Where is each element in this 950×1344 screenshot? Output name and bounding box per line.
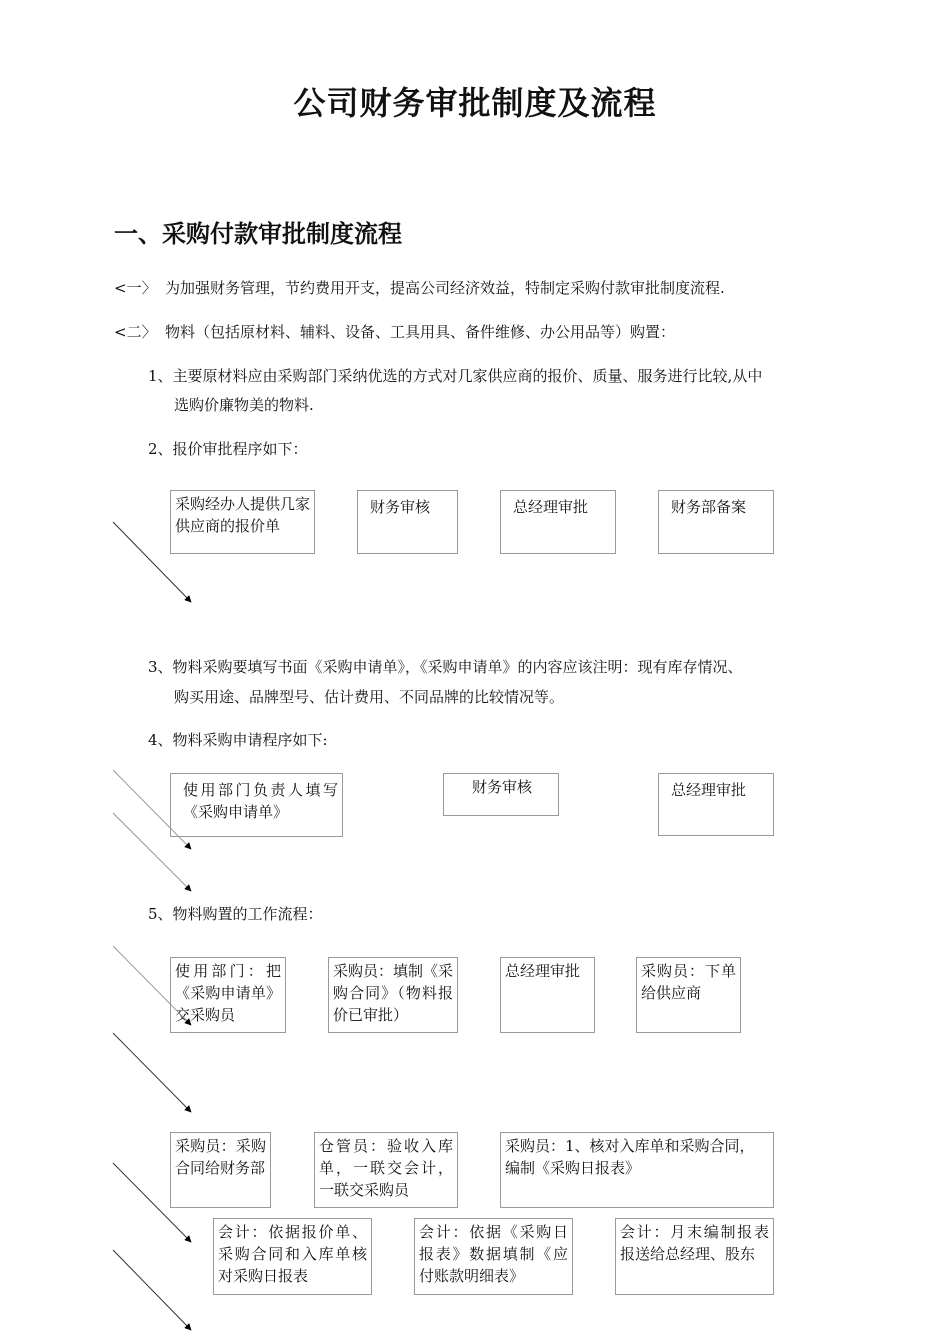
flow3-step-monthly-report: 会计：月末编制报表报送给总经理、股东 bbox=[615, 1218, 774, 1295]
arrow-flow2-b bbox=[113, 813, 191, 891]
arrow-flow2-a bbox=[113, 770, 191, 849]
item-5: 5、物料购置的工作流程： bbox=[148, 905, 323, 923]
flow3-step-accountant-payables: 会计：依据《采购日报表》数据填制《应付账款明细表》 bbox=[414, 1218, 573, 1295]
flow1-step-quotes: 采购经办人提供几家供应商的报价单 bbox=[170, 490, 315, 554]
arrow-flow3-a bbox=[113, 946, 191, 1025]
flow3-step-place-order: 采购员：下单给供应商 bbox=[636, 957, 741, 1033]
flow3-step-fill-contract: 采购员：填制《采购合同》（物料报价已审批） bbox=[328, 957, 458, 1033]
flow3-step-contract-to-finance: 采购员：采购合同给财务部 bbox=[170, 1132, 271, 1208]
flow2-step-request-form: 使用部门负责人填写《采购申请单》 bbox=[170, 773, 343, 837]
paragraph-number-1: <一〉 bbox=[114, 279, 157, 297]
paragraph-1: 为加强财务管理，节约费用开支，提高公司经济效益，特制定采购付款审批制度流程. bbox=[165, 279, 725, 297]
flow1-step-finance-filing: 财务部备案 bbox=[658, 490, 774, 554]
document-title: 公司财务审批制度及流程 bbox=[293, 84, 657, 122]
arrow-flow3-d bbox=[113, 1250, 191, 1330]
item-3-line-1: 3、物料采购要填写书面《采购申请单》，《采购申请单》的内容应该注明：现有库存情况、 bbox=[148, 658, 743, 676]
section-heading: 一、采购付款审批制度流程 bbox=[114, 220, 402, 248]
flow1-step-finance-review: 财务审核 bbox=[357, 490, 458, 554]
paragraph-2: 物料（包括原材料、辅料、设备、工具用具、备件维修、办公用品等）购置： bbox=[165, 323, 676, 341]
arrow-flow3-c bbox=[113, 1163, 191, 1242]
arrow-flow3-b bbox=[113, 1033, 191, 1112]
flow3-step-dept-submit: 使用部门：把《采购申请单》交采购员 bbox=[170, 957, 286, 1033]
item-2: 2、报价审批程序如下： bbox=[148, 440, 308, 458]
paragraph-number-2: <二〉 bbox=[114, 323, 157, 341]
item-1-line-1: 1、主要原材料应由采购部门采纳优选的方式对几家供应商的报价、质量、服务进行比较,从中 bbox=[148, 367, 763, 385]
flow2-step-finance-review: 财务审核 bbox=[443, 773, 559, 816]
flow3-step-gm-approval: 总经理审批 bbox=[500, 957, 595, 1033]
flow2-step-gm-approval: 总经理审批 bbox=[658, 773, 774, 836]
flow3-step-accountant-check: 会计：依据报价单、采购合同和入库单核对采购日报表 bbox=[213, 1218, 372, 1295]
item-3-line-2: 购买用途、品牌型号、估计费用、不同品牌的比较情况等。 bbox=[174, 688, 565, 706]
flow3-step-warehouse-receipt: 仓管员：验收入库单，一联交会计，一联交采购员 bbox=[314, 1132, 458, 1208]
arrow-flow1 bbox=[113, 522, 191, 602]
item-4: 4、物料采购申请程序如下: bbox=[148, 731, 328, 749]
item-1-line-2: 选购价廉物美的物料. bbox=[174, 396, 314, 414]
flow1-step-gm-approval: 总经理审批 bbox=[500, 490, 616, 554]
flow3-step-daily-report: 采购员：1、核对入库单和采购合同，编制《采购日报表》 bbox=[500, 1132, 774, 1208]
